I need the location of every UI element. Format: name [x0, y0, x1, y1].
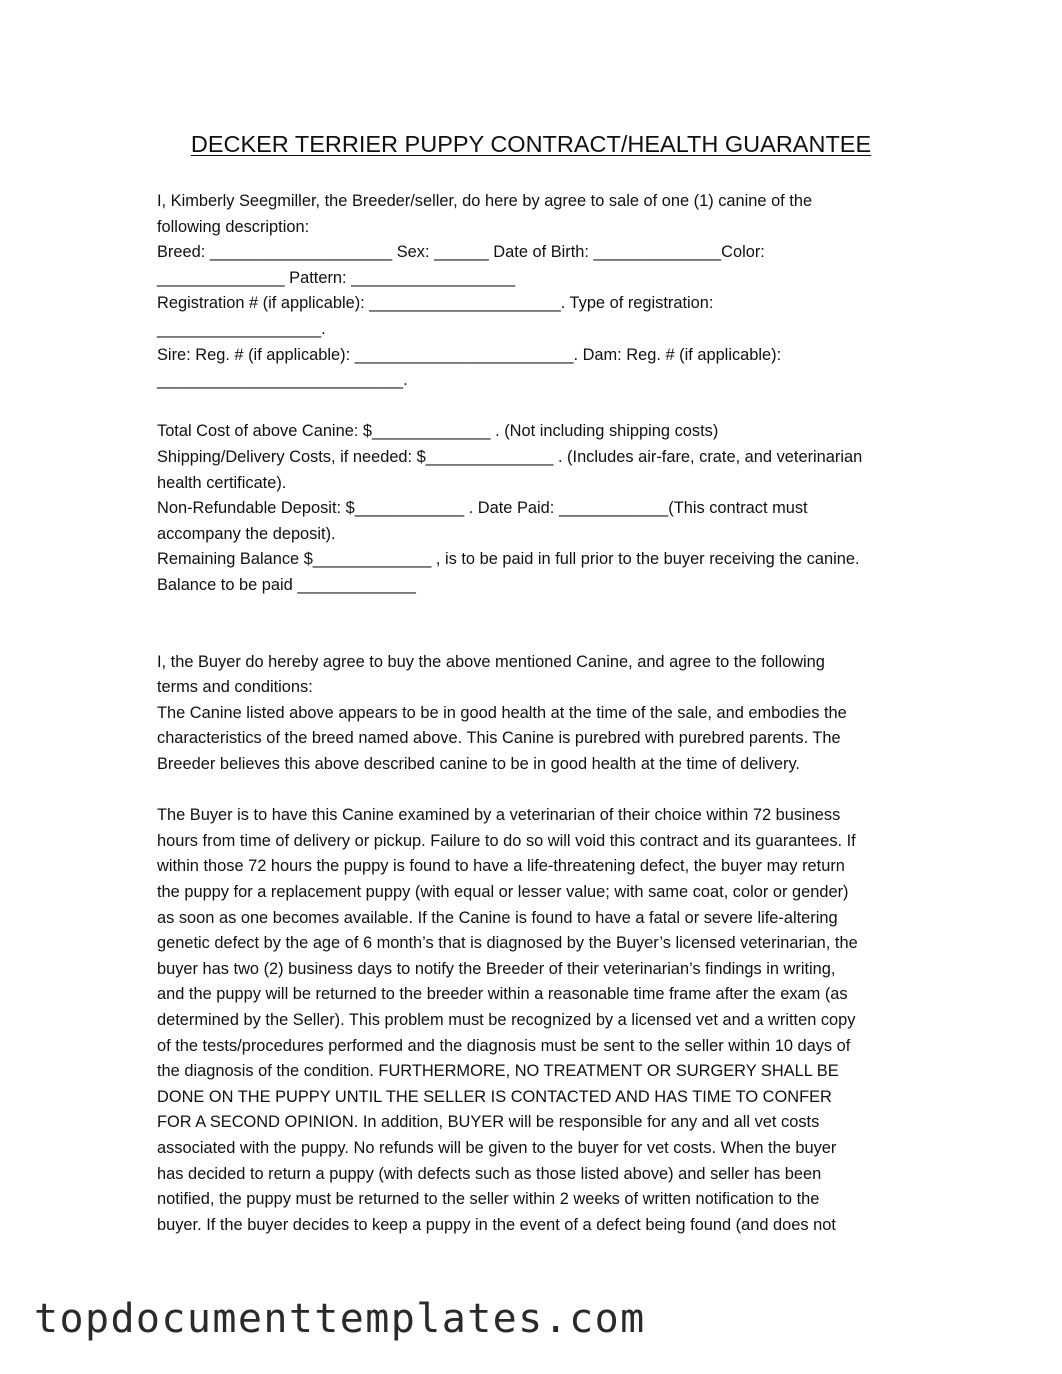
document-line: I, Kimberly Seegmiller, the Breeder/seller, do here by agree to sale of one (1) canine of the	[157, 192, 813, 210]
document-line: accompany the deposit).	[157, 524, 336, 543]
document-line: health certificate).	[157, 473, 287, 492]
document-line: Non-Refundable Deposit: $____________ . Date Paid: ____________(This contract must	[157, 499, 808, 518]
document-line: characteristics of the breed named above. This Canine is purebred with purebred parents. The	[157, 729, 841, 748]
blank-line	[157, 599, 917, 625]
document-line: Sire: Reg. # (if applicable): ________________________. Dam: Reg. # (if applicable):	[157, 345, 782, 364]
document-title: DECKER TERRIER PUPPY CONTRACT/HEALTH GUARANTEE	[190, 131, 872, 157]
document-line: Balance to be paid _____________	[157, 575, 416, 594]
document-line: hours from time of delivery or pickup. Failure to do so will void this contract and its guarantees. If	[157, 831, 856, 850]
blank-line	[157, 394, 917, 420]
document-line: Remaining Balance $_____________ , is to be paid in full prior to the buyer receiving the canine.	[157, 550, 860, 569]
document-line: determined by the Seller). This problem must be recognized by a licensed vet and a written copy	[157, 1011, 856, 1029]
document-line: DONE ON THE PUPPY UNTIL THE SELLER IS CONTACTED AND HAS TIME TO CONFER	[157, 1087, 832, 1106]
document-line: Registration # (if applicable): _____________________. Type of registration:	[157, 294, 714, 313]
document-line: the diagnosis of the condition. FURTHERMORE, NO TREATMENT OR SURGERY SHALL BE	[157, 1062, 839, 1081]
watermark-text: topdocumenttemplates.com	[34, 1296, 646, 1342]
document-line: FOR A SECOND OPINION. In addition, BUYER will be responsible for any and all vet costs	[157, 1113, 820, 1132]
document-line: I, the Buyer do hereby agree to buy the above mentioned Canine, and agree to the following	[157, 652, 825, 671]
document-line: ______________ Pattern: __________________	[157, 268, 516, 287]
document-line: genetic defect by the age of 6 month’s that is diagnosed by the Buyer’s licensed veterinarian, the	[157, 934, 858, 953]
document-line: buyer has two (2) business days to notify the Breeder of their veterinarian’s findings in writing,	[157, 959, 836, 978]
document-line: Breeder believes this above described canine to be in good health at the time of delivery.	[157, 755, 800, 774]
document-line: as soon as one becomes available. If the Canine is found to have a fatal or severe life-altering	[157, 908, 838, 927]
document-line: notified, the puppy must be returned to the seller within 2 weeks of written notification to the	[157, 1190, 820, 1209]
document-line: Total Cost of above Canine: $_____________ . (Not including shipping costs)	[157, 422, 719, 441]
document-line: and the puppy will be returned to the breeder within a reasonable time frame after the exam (as	[157, 985, 848, 1004]
document-line: The Buyer is to have this Canine examined by a veterinarian of their choice within 72 business	[157, 806, 841, 825]
document-line: Shipping/Delivery Costs, if needed: $______________ . (Includes air-fare, crate, and veterinarian	[157, 447, 863, 466]
document-line: within those 72 hours the puppy is found to have a life-threatening defect, the buyer may return	[157, 857, 845, 876]
document-line: __________________.	[157, 319, 326, 338]
document-line: associated with the puppy. No refunds will be given to the buyer for vet costs. When the buyer	[157, 1138, 837, 1157]
document-line: has decided to return a puppy (with defects such as those listed above) and seller has been	[157, 1164, 822, 1183]
document-body	[157, 189, 917, 1238]
document-line: The Canine listed above appears to be in good health at the time of the sale, and embodies the	[157, 703, 847, 722]
blank-line	[157, 778, 917, 804]
document-line: of the tests/procedures performed and the diagnosis must be sent to the seller within 10 days of	[157, 1036, 851, 1055]
blank-line	[157, 624, 917, 650]
document-line: buyer. If the buyer decides to keep a puppy in the event of a defect being found (and does not	[157, 1215, 836, 1234]
document-line: ___________________________.	[157, 371, 408, 390]
document-line: the puppy for a replacement puppy (with equal or lesser value; with same coat, color or gender)	[157, 883, 849, 902]
document-line: following description:	[157, 217, 310, 236]
document-line: Breed: ____________________ Sex: ______ Date of Birth: ______________Color:	[157, 243, 765, 262]
document-line: terms and conditions:	[157, 678, 313, 697]
